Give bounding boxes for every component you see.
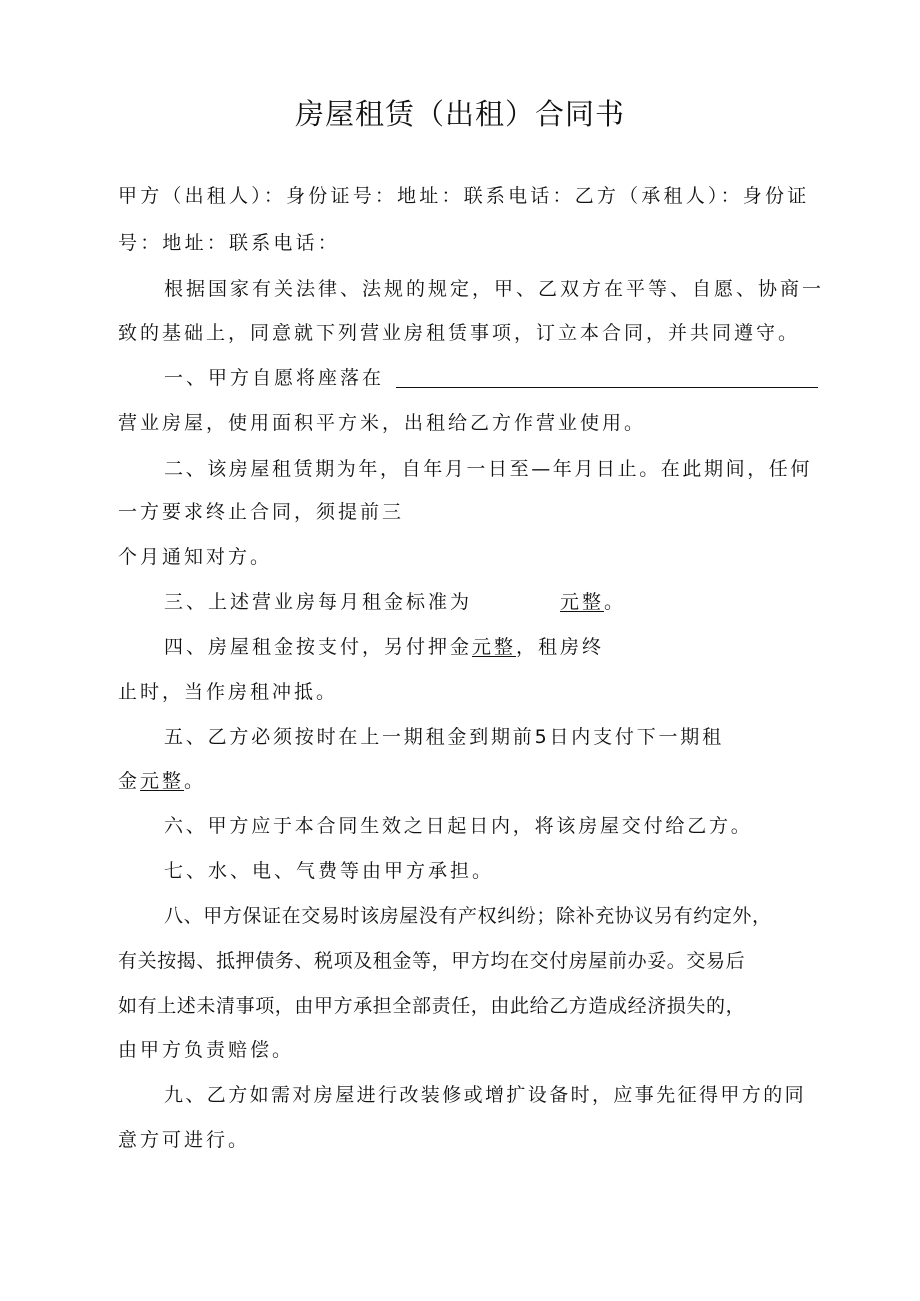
clause-5-prefix: 金 (118, 770, 141, 792)
clause-2-line-2: 一方要求终止合同，须提前三 (118, 501, 405, 523)
clause-4-suffix: ，租房终 (516, 636, 605, 658)
deposit-amount: 元整 (472, 636, 517, 658)
clause-8-line-4: 由甲方负责赔偿。 (118, 1039, 295, 1061)
clause-1-line-1 (164, 363, 818, 393)
clause-2-line-1: 二、该房屋租赁期为年，自年月一日至—年月日止。在此期间，任何 (164, 458, 813, 480)
clause-8-line-2: 有关按揭、抵押债务、税项及租金等，甲方均在交付房屋前办妥。交易后 (118, 950, 746, 972)
clause-2-line-3: 个月通知对方。 (118, 546, 273, 568)
clause-7-line-1: 七、水、电、气费等由甲方承担。 (164, 860, 495, 882)
document-title: 房屋租赁（出租）合同书 (294, 97, 625, 131)
intro-line-1: 根据国家有关法律、法规的规定，甲、乙双方在平等、自愿、协商一 (164, 278, 825, 300)
clause-5-line-2 (118, 766, 206, 796)
clause-5-suffix: 。 (184, 770, 207, 792)
clause-1-text: 一、甲方自愿将座落在 (164, 367, 385, 389)
clause-4-line-1 (164, 632, 604, 662)
clause-6-line-1: 六、甲方应于本合同生效之日起日内，将该房屋交付给乙方。 (164, 815, 753, 837)
clause-5-line-1: 五、乙方必须按时在上一期租金到期前5日内支付下一期租 (164, 726, 724, 748)
clause-3-text: 三、上述营业房每月租金标准为 (164, 591, 473, 613)
clause-9-line-1: 九、乙方如需对房屋进行改装修或增扩设备时，应事先征得甲方的同 (164, 1084, 807, 1106)
clause-3-suffix: 。 (604, 591, 627, 613)
clause-8-line-3: 如有上述未清事项，由甲方承担全部责任，由此给乙方造成经济损失的， (118, 995, 746, 1017)
clause-8-line-1: 八、甲方保证在交易时该房屋没有产权纠纷；除补充协议另有约定外， (164, 905, 772, 927)
parties-line-2: 号：地址：联系电话： (118, 232, 341, 254)
monthly-rent-amount: 元整 (560, 591, 605, 613)
clause-9-line-2: 意方可进行。 (118, 1129, 251, 1151)
clause-4-line-2: 止时，当作房租冲抵。 (118, 681, 339, 703)
next-period-rent-amount: 元整 (140, 770, 185, 792)
location-blank[interactable] (396, 367, 818, 388)
intro-line-2: 致的基础上，同意就下列营业房租赁事项，订立本合同，并共同遵守。 (118, 322, 801, 344)
clause-3-line-1 (164, 587, 626, 617)
clause-1-line-2: 营业房屋，使用面积平方米，出租给乙方作营业使用。 (118, 412, 647, 434)
parties-line-1: 甲方（出租人）：身份证号：地址：联系电话：乙方（承租人）：身份证 (118, 185, 810, 207)
clause-4-text: 四、房屋租金按支付，另付押金 (164, 636, 473, 658)
